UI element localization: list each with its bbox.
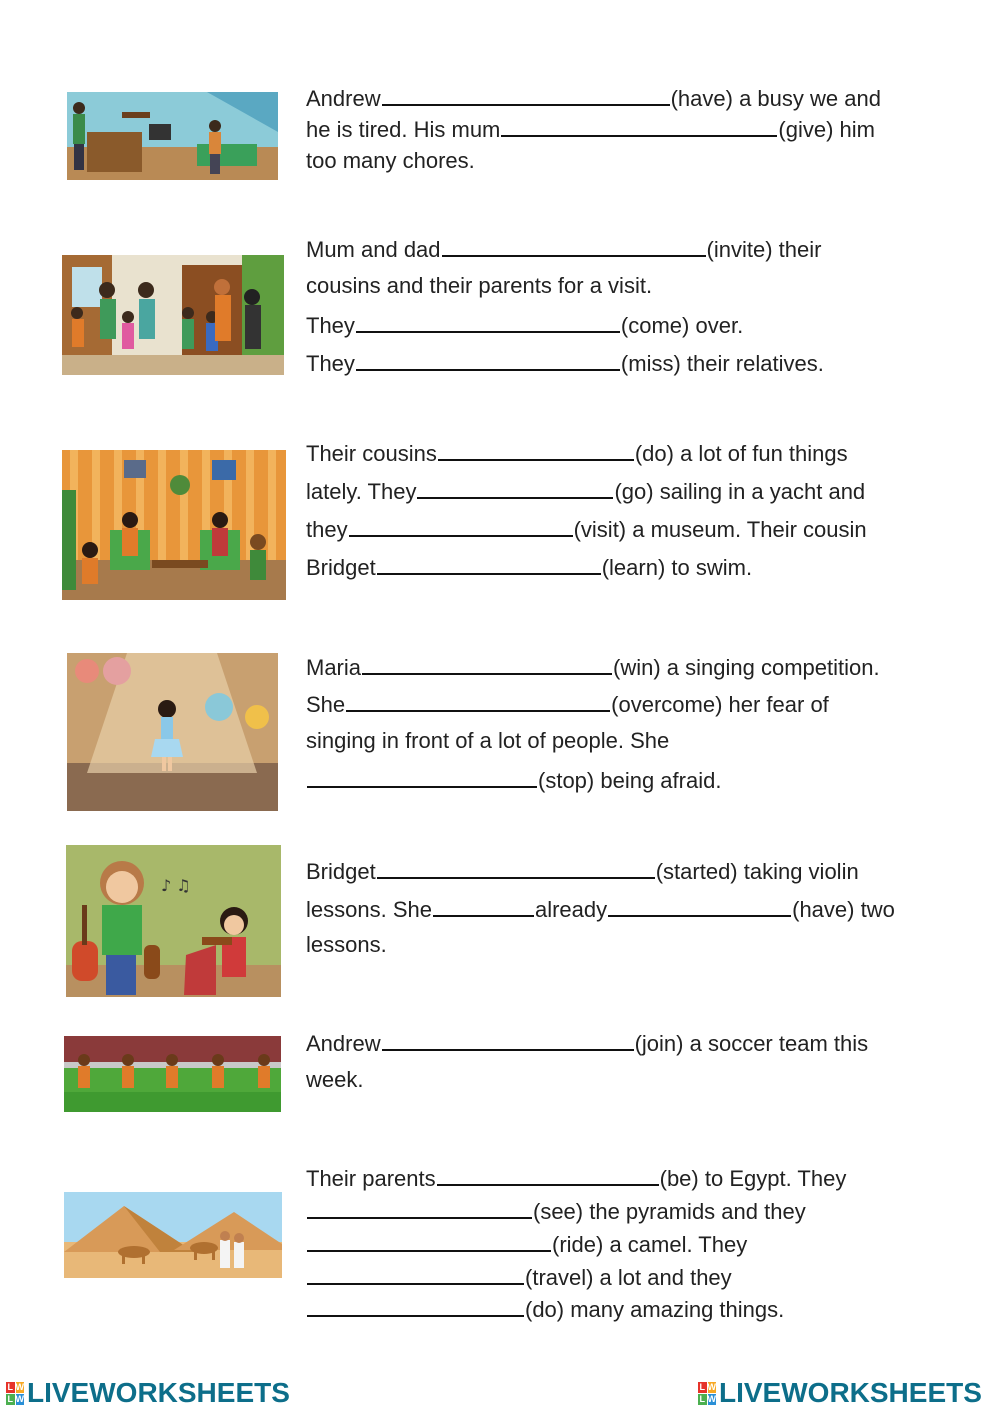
exercise-line: Andrew (join) a soccer team this bbox=[306, 1031, 869, 1056]
exercise-line: They (come) over. bbox=[306, 313, 744, 338]
living-room-family-image bbox=[62, 450, 286, 600]
answer-blank[interactable] bbox=[349, 515, 573, 537]
exercise-line: (see) the pyramids and they bbox=[306, 1197, 806, 1225]
exercise-line: week. bbox=[306, 1067, 364, 1092]
logo-text: LIVEWORKSHEETS bbox=[27, 1377, 290, 1408]
answer-blank[interactable] bbox=[437, 1164, 659, 1186]
answer-blank[interactable] bbox=[307, 766, 537, 788]
exercise-line: Bridget (started) taking violin bbox=[306, 859, 859, 884]
liveworksheets-badge-icon: L W L W bbox=[7, 1382, 24, 1404]
exercise-line: (stop) being afraid. bbox=[306, 766, 721, 794]
exercise-line: Maria (win) a singing competition. bbox=[306, 655, 880, 680]
family-visit-image bbox=[62, 255, 284, 375]
liveworksheets-logo-right[interactable] bbox=[698, 1378, 982, 1408]
answer-blank[interactable] bbox=[417, 477, 613, 499]
liveworksheets-logo-left[interactable] bbox=[6, 1378, 290, 1408]
answer-blank[interactable] bbox=[307, 1197, 532, 1219]
answer-blank[interactable] bbox=[307, 1295, 524, 1317]
exercise-line: Mum and dad (invite) their bbox=[306, 237, 822, 262]
exercise-line: Bridget (learn) to swim. bbox=[306, 555, 753, 580]
exercise-line: They (miss) their relatives. bbox=[306, 351, 824, 376]
exercise-line: too many chores. bbox=[306, 148, 475, 173]
exercise-line: (ride) a camel. They bbox=[306, 1230, 747, 1258]
answer-blank[interactable] bbox=[377, 857, 655, 879]
exercise-line: Their cousins (do) a lot of fun things bbox=[306, 441, 848, 466]
answer-blank[interactable] bbox=[377, 553, 601, 575]
svg-text:♪ ♫: ♪ ♫ bbox=[161, 876, 191, 895]
exercise-line: lessons. She already (have) two bbox=[306, 897, 895, 922]
exercise-line: lessons. bbox=[306, 932, 387, 957]
exercise-line: lately. They (go) sailing in a yacht and bbox=[306, 479, 866, 504]
exercise-line: singing in front of a lot of people. She bbox=[306, 728, 670, 753]
exercise-line: he is tired. His mum (give) him bbox=[306, 117, 875, 142]
exercise-line: cousins and their parents for a visit. bbox=[306, 273, 653, 298]
liveworksheets-badge-icon: L W L W bbox=[699, 1382, 716, 1404]
boy-in-bedroom-image bbox=[67, 92, 278, 180]
answer-blank[interactable] bbox=[433, 895, 534, 917]
answer-blank[interactable] bbox=[307, 1263, 524, 1285]
answer-blank[interactable] bbox=[362, 653, 612, 675]
answer-blank[interactable] bbox=[442, 235, 706, 257]
exercise-line: they (visit) a museum. Their cousin bbox=[306, 517, 867, 542]
answer-blank[interactable] bbox=[382, 1029, 634, 1051]
answer-blank[interactable] bbox=[382, 84, 670, 106]
answer-blank[interactable] bbox=[307, 1230, 551, 1252]
answer-blank[interactable] bbox=[356, 349, 620, 371]
girl-singing-image bbox=[67, 653, 278, 811]
logo-text: LIVEWORKSHEETS bbox=[719, 1377, 982, 1408]
egypt-pyramids-image bbox=[64, 1192, 282, 1278]
soccer-team-image bbox=[64, 1036, 281, 1112]
exercise-line: She (overcome) her fear of bbox=[306, 692, 829, 717]
exercise-line: Andrew (have) a busy we and bbox=[306, 86, 881, 111]
exercise-line: (travel) a lot and they bbox=[306, 1263, 732, 1291]
exercise-line: Their parents (be) to Egypt. They bbox=[306, 1166, 847, 1191]
violin-lesson-image bbox=[66, 845, 281, 997]
exercise-line: (do) many amazing things. bbox=[306, 1295, 784, 1323]
answer-blank[interactable] bbox=[501, 115, 777, 137]
answer-blank[interactable] bbox=[438, 439, 634, 461]
answer-blank[interactable] bbox=[608, 895, 791, 917]
answer-blank[interactable] bbox=[356, 311, 620, 333]
answer-blank[interactable] bbox=[346, 690, 610, 712]
